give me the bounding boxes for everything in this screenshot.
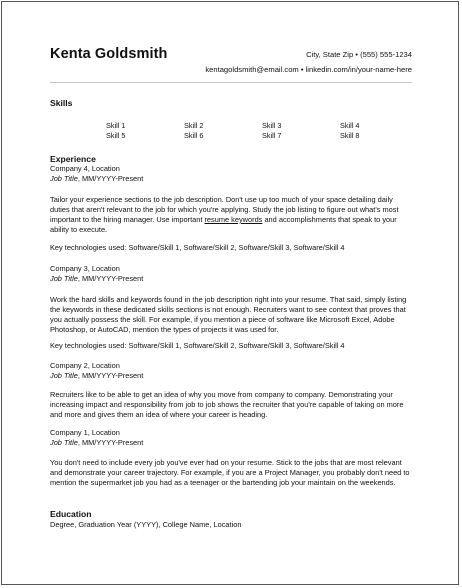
- experience-heading: Experience: [50, 154, 96, 164]
- skill-item: Skill 8: [340, 131, 360, 140]
- header-divider: [50, 82, 412, 83]
- skill-item: Skill 3: [262, 121, 282, 130]
- job-entry: [50, 264, 412, 284]
- education-line: Degree, Graduation Year (YYYY), College Name, Location: [50, 520, 242, 529]
- skills-heading: Skills: [50, 98, 73, 108]
- skill-item: Skill 1: [106, 121, 126, 130]
- resume-keywords-link[interactable]: resume keywords: [204, 215, 263, 224]
- job-entry: [50, 428, 412, 448]
- company-location: Company 3, Location: [50, 264, 120, 273]
- job-tech: Key technologies used: Software/Skill 1, Software/Skill 2, Software/Skill 3, Software/Skill 4: [50, 243, 345, 252]
- job-description: [50, 195, 412, 235]
- skill-item: Skill 2: [184, 121, 204, 130]
- job-desc-text: Recruiters like to be able to get an idea of why you move from company to company. Demonstrating your increasing impact and responsibility from job to job shows the recruiter that you're capable of taking on more and more and gives them an idea of where your career is heading.: [50, 390, 404, 419]
- job-tech: Key technologies used: Software/Skill 1, Software/Skill 2, Software/Skill 3, Software/Skill 4: [50, 341, 345, 350]
- job-title-line: [50, 371, 412, 381]
- job-desc-text: Tailor your experience sections to the job description. Don't use up too much of your space detailing daily duties that aren't relevant to the job for which you're applying. Study the job listing to figure out what's most important to the hiring manager. Use important: [50, 195, 399, 224]
- company-location: Company 4, Location: [50, 164, 120, 173]
- skill-item: Skill 6: [184, 131, 204, 140]
- job-description: [50, 390, 412, 420]
- company-location: Company 2, Location: [50, 361, 120, 370]
- skills-grid: [106, 121, 400, 140]
- education-heading: Education: [50, 509, 92, 519]
- skill-item: Skill 5: [106, 131, 126, 140]
- job-title-line: [50, 438, 412, 448]
- skill-item: Skill 4: [340, 121, 360, 130]
- job-title-line: [50, 174, 412, 184]
- job-desc-text: You don't need to include every job you've ever had on your resume. Stick to the jobs that are most relevant and demonstrate your career trajectory. For example, if you are a Project Manager, you probably don't need to mention the supermarket job you had as a teenager or the bartending job your maintain on the weekends.: [50, 458, 410, 487]
- job-title: Job Title: [50, 174, 78, 183]
- job-description: [50, 458, 412, 488]
- job-desc-text: and accomplishments that speak to your ability to execute.: [50, 215, 397, 234]
- job-dates: , MM/YYYY-Present: [77, 371, 144, 380]
- company-location: Company 1, Location: [50, 428, 120, 437]
- location-phone: City, State Zip • (555) 555-1234: [306, 50, 412, 59]
- job-dates: , MM/YYYY-Present: [77, 174, 144, 183]
- job-desc-text: Work the hard skills and keywords found in the job description right into your resume. That said, simply listing the keywords in these dedicated skills sections is not enough. Recruiters want to see context that proves that you actually possess the skill. For example, if you mention a piece of software like Microsoft Excel, Adobe Photoshop, or AutoCAD, mention the types of projects it was used for.: [50, 295, 407, 334]
- resume-page: [1, 1, 459, 585]
- candidate-name: Kenta Goldsmith: [50, 46, 168, 62]
- job-entry: [50, 164, 412, 184]
- job-dates: , MM/YYYY-Present: [77, 274, 144, 283]
- job-title: Job Title: [50, 438, 78, 447]
- job-dates: , MM/YYYY-Present: [77, 438, 144, 447]
- skill-item: Skill 7: [262, 131, 282, 140]
- job-title: Job Title: [50, 371, 78, 380]
- email-linkedin: kentagoldsmith@email.com • linkedin.com/in/your-name-here: [205, 65, 412, 74]
- job-entry: [50, 361, 412, 381]
- job-description: [50, 295, 412, 335]
- job-title: Job Title: [50, 274, 78, 283]
- job-title-line: [50, 274, 412, 284]
